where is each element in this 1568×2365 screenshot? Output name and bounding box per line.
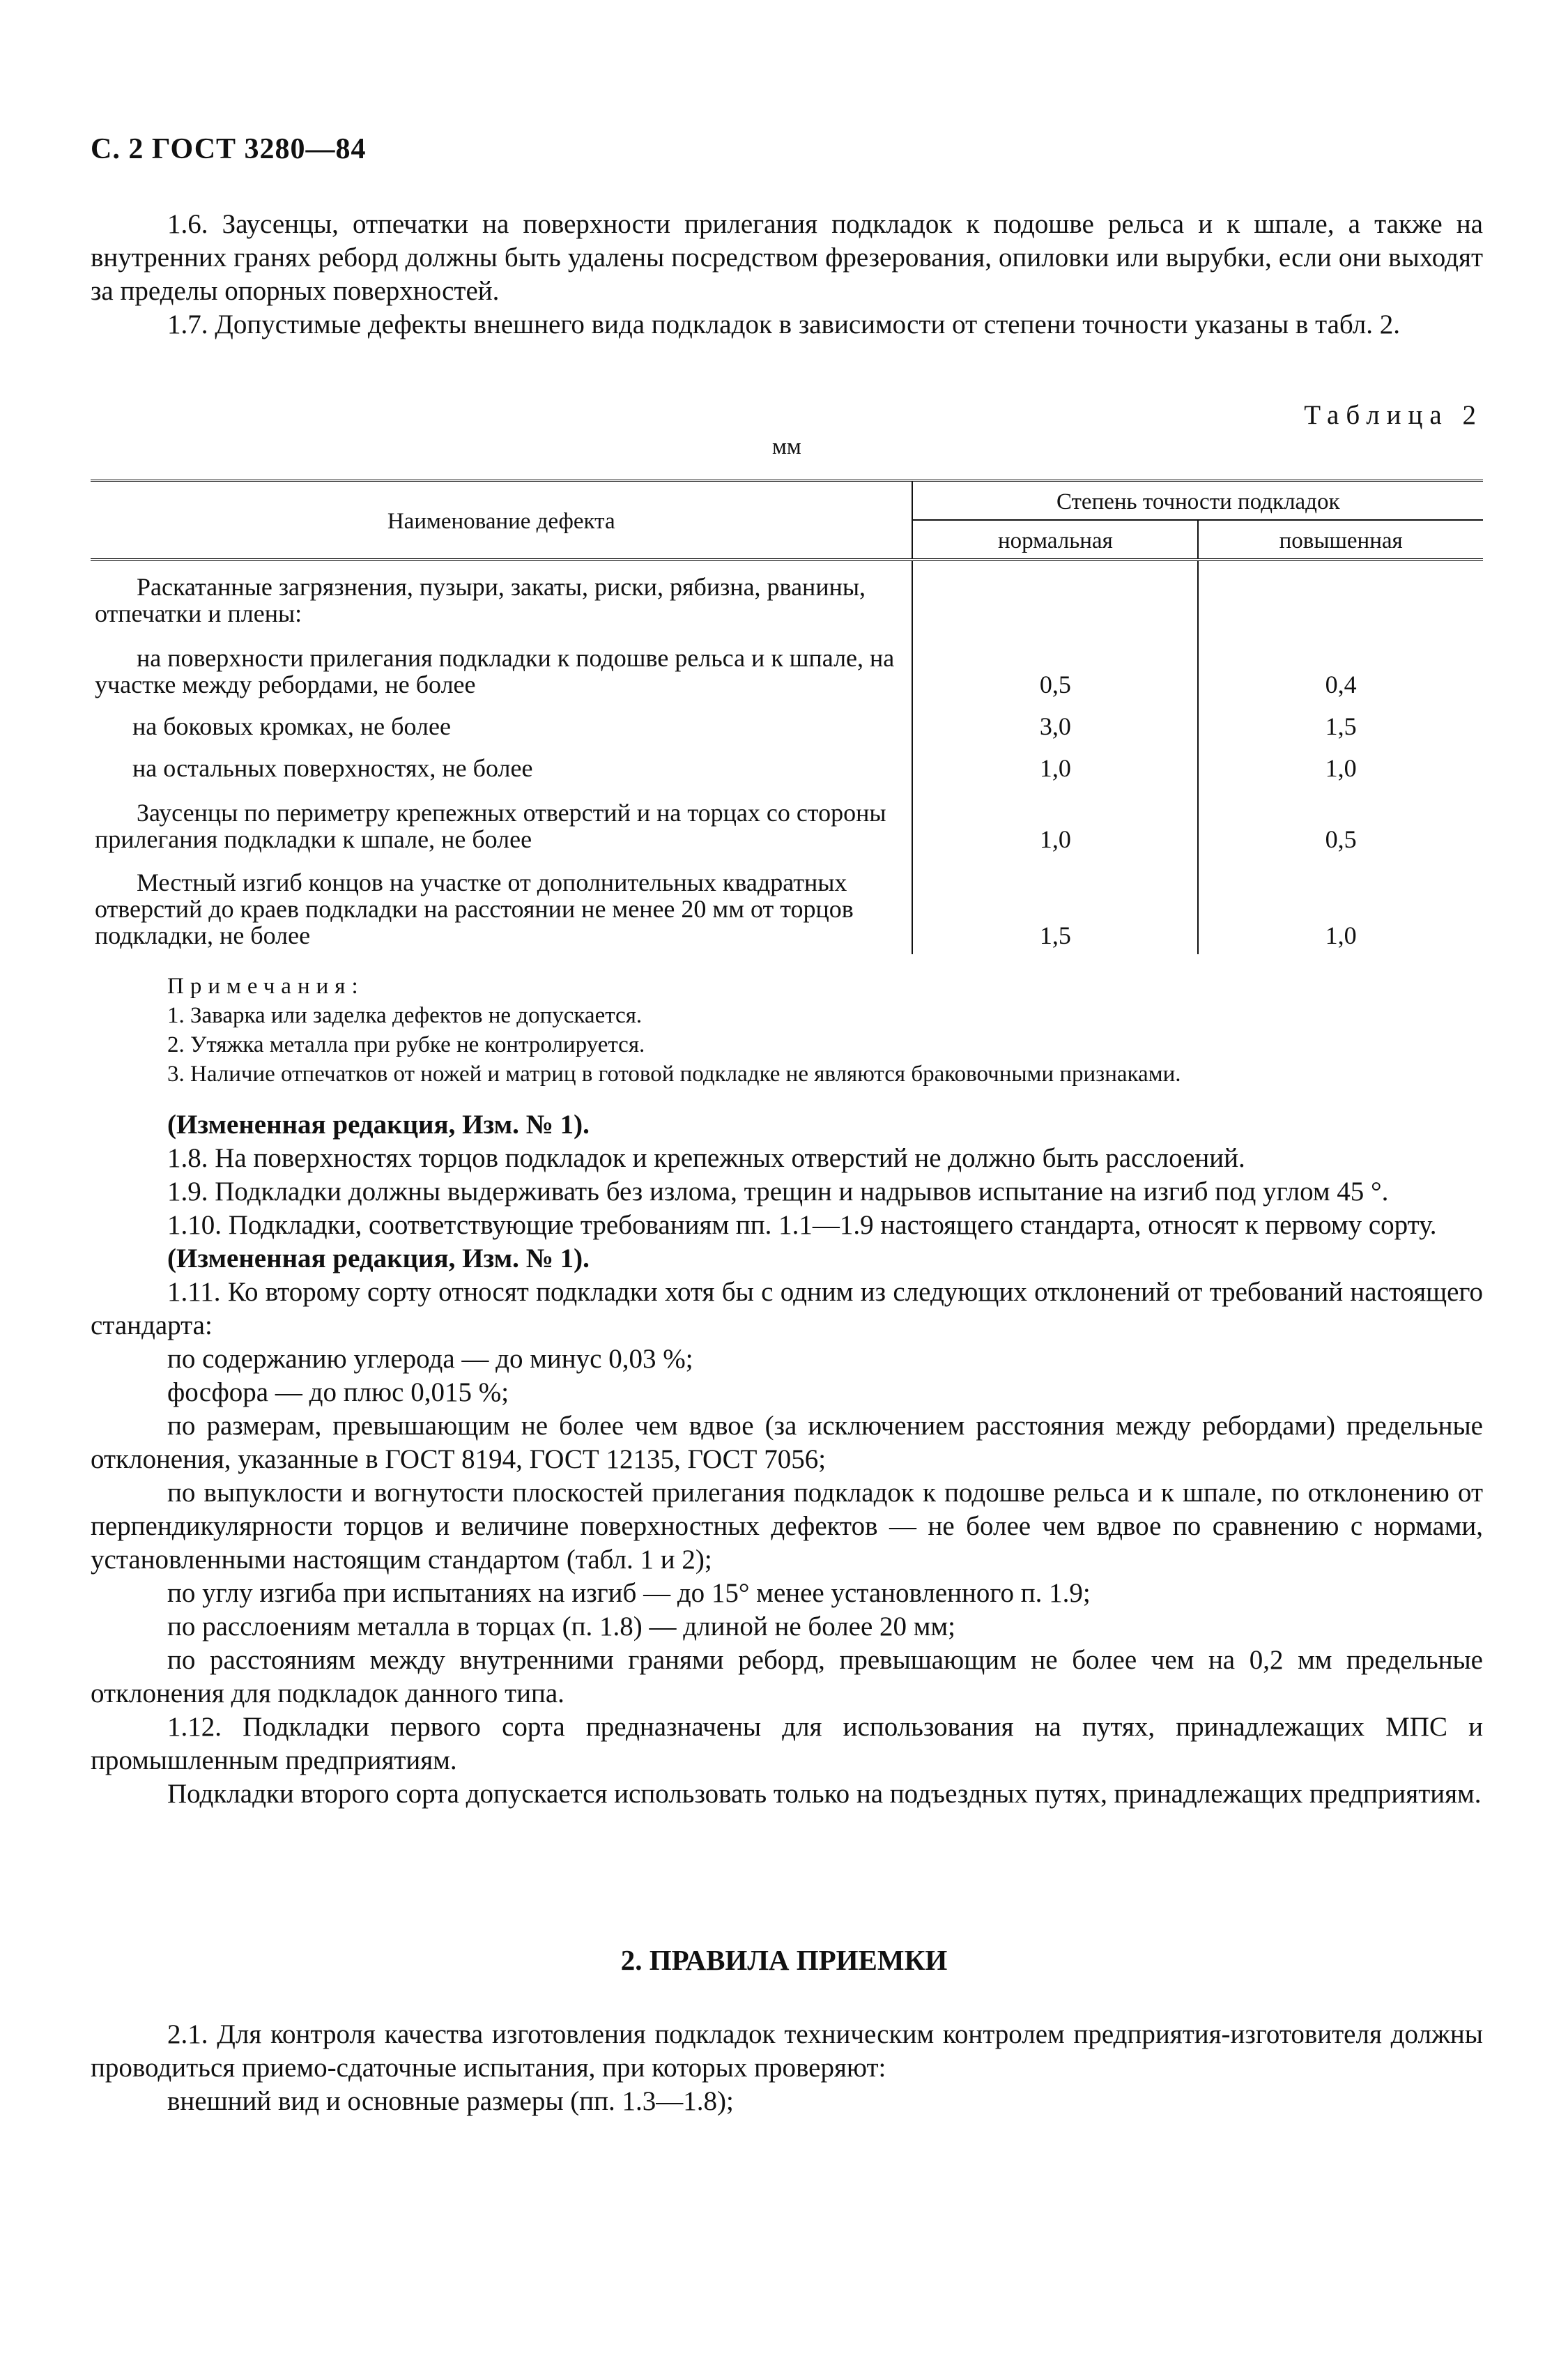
row-name: Заусенцы по периметру крепежных отверстий и на торцах со стороны прилегания подкладки к шпале, не более (91, 784, 912, 855)
table-row (91, 784, 1483, 855)
col-header-normal: нормальная (912, 520, 1198, 560)
table-row (91, 629, 1483, 701)
list-item: фосфора — до плюс 0,015 %; (167, 1377, 509, 1407)
col-header-defect: Наименование дефекта (91, 481, 912, 560)
paragraph-2-1: 2.1. Для контроля качества изготовления подкладок техническим контролем предприятия-изготовителя должны проводиться приемо-сдаточные испытания, при которых проверяют: (91, 2019, 1483, 2083)
row-name: Местный изгиб концов на участке от дополнительных квадратных отверстий до краев подкладки на расстоянии не менее 20 мм от торцов подкладки, не более (91, 855, 912, 954)
paragraph-1-11: 1.11. Ко второму сорту относят подкладки хотя бы с одним из следующих отклонений от требований настоящего стандарта: (91, 1277, 1483, 1340)
notes-title: Примечания: (167, 974, 364, 999)
table-row (91, 560, 1483, 629)
row-name: на поверхности прилегания подкладки к подошве рельса и к шпале, на участке между ребордами, не более (91, 629, 912, 701)
list-item: по размерам, превышающим не более чем вдвое (за исключением расстояния между ребордами) предельные отклонения, указанные в ГОСТ 8194, ГОСТ 12135, ГОСТ 7056; (91, 1411, 1483, 1474)
section-2-text (91, 2018, 1483, 2118)
main-text (91, 1108, 1483, 1811)
row-normal: 1,5 (912, 855, 1198, 954)
intro-block (91, 208, 1483, 342)
col-header-high: повышенная (1198, 520, 1483, 560)
list-item: внешний вид и основные размеры (пп. 1.3—1.8); (167, 2086, 734, 2116)
table-row (91, 701, 1483, 742)
paragraph-1-12-b: Подкладки второго сорта допускается использовать только на подъездных путях, принадлежащих предприятиям. (167, 1779, 1482, 1809)
row-high: 1,0 (1325, 754, 1357, 782)
row-name: на остальных поверхностях, не более (91, 742, 912, 784)
list-item: по выпуклости и вогнутости плоскостей прилегания подкладок к подошве рельса и к шпале, по отклонению от перпендикулярности торцов и величине поверхностных дефектов — не более чем вдвое по сравнению с нормами, установленными настоящим стандартом (табл. 1 и 2); (91, 1478, 1483, 1575)
row-normal: 3,0 (912, 701, 1198, 742)
row-normal: 0,5 (912, 629, 1198, 701)
list-item: по расстояниям между внутренними гранями реборд, превышающим не более чем на 0,2 мм предельные отклонения для подкладок данного типа. (91, 1645, 1483, 1708)
list-item: по содержанию углерода — до минус 0,03 %; (167, 1344, 693, 1374)
list-item: по углу изгиба при испытаниях на изгиб — до 15° менее установленного п. 1.9; (167, 1578, 1091, 1608)
paragraph-1-8: 1.8. На поверхностях торцов подкладок и крепежных отверстий не должно быть расслоений. (167, 1143, 1245, 1173)
row-high: 0,4 (1325, 671, 1357, 698)
row-normal: 1,0 (912, 742, 1198, 784)
table-caption: Таблица 2 (1304, 400, 1483, 430)
amendment-note: (Измененная редакция, Изм. № 1). (167, 1110, 590, 1140)
row-normal: 1,0 (912, 784, 1198, 855)
row-high: 1,0 (1325, 921, 1357, 949)
table-row (91, 742, 1483, 784)
note-item: 1. Заварка или заделка дефектов не допускается. (167, 1003, 643, 1028)
row-normal (912, 560, 1198, 629)
section-title: 2. ПРАВИЛА ПРИЕМКИ (620, 1944, 948, 1976)
table-row (91, 855, 1483, 954)
page-header: С. 2 ГОСТ 3280—84 (91, 133, 367, 165)
defects-table (91, 480, 1483, 954)
row-name: Раскатанные загрязнения, пузыри, закаты, риски, рябизна, рванины, отпечатки и плены: (91, 560, 912, 629)
col-header-precision: Степень точности подкладок (912, 481, 1483, 521)
list-item: по расслоениям металла в торцах (п. 1.8) — длиной не более 20 мм; (167, 1612, 955, 1641)
row-high: 1,5 (1325, 712, 1357, 740)
row-name: на боковых кромках, не более (91, 701, 912, 742)
row-high: 0,5 (1325, 825, 1357, 853)
note-item: 3. Наличие отпечатков от ножей и матриц в готовой подкладке не являются браковочными признаками. (167, 1062, 1181, 1087)
amendment-note: (Измененная редакция, Изм. № 1). (167, 1243, 590, 1273)
table-notes (167, 972, 1181, 1089)
note-item: 2. Утяжка металла при рубке не контролируется. (167, 1032, 645, 1057)
table-unit: мм (772, 434, 801, 459)
paragraph-1-12: 1.12. Подкладки первого сорта предназначены для использования на путях, принадлежащих МПС и промышленным предприятиям. (91, 1712, 1483, 1775)
row-high (1198, 560, 1483, 629)
paragraph-1-9: 1.9. Подкладки должны выдерживать без излома, трещин и надрывов испытание на изгиб под углом 45 °. (167, 1177, 1389, 1207)
paragraph-1-10: 1.10. Подкладки, соответствующие требованиям пп. 1.1—1.9 настоящего стандарта, относят к первому сорту. (167, 1210, 1437, 1240)
paragraph-1-7: 1.7. Допустимые дефекты внешнего вида подкладок в зависимости от степени точности указаны в табл. 2. (167, 309, 1400, 339)
paragraph-1-6: 1.6. Заусенцы, отпечатки на поверхности прилегания подкладок к подошве рельса и к шпале, а также на внутренних гранях реборд должны быть удалены посредством фрезерования, опиловки или вырубки, если они выходят за пределы опорных поверхностей. (91, 209, 1483, 306)
